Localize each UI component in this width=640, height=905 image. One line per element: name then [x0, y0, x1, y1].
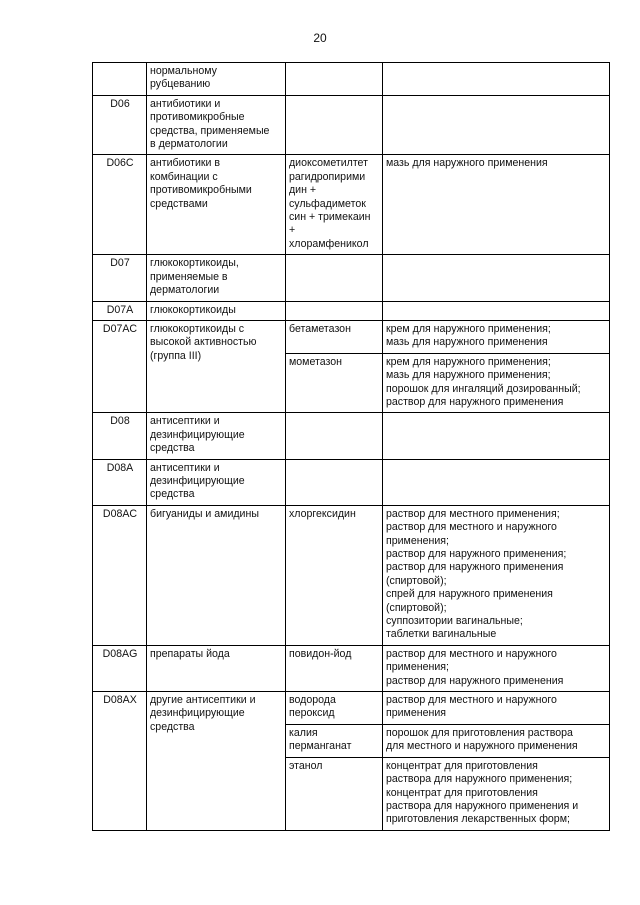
- drug-name-cell: [286, 413, 383, 459]
- dosage-form-text: крем для наружного применения; мазь для наружного применения: [386, 322, 551, 349]
- group-name-cell: [147, 459, 286, 505]
- atc-code-cell: D08A: [93, 459, 147, 505]
- drug-name-cell: [286, 63, 383, 96]
- page-number: 20: [313, 31, 327, 45]
- dosage-form-text: раствор для местного применения; раствор для местного и наружного применения; раствор для наружного применения; раствор для наружного применения (спиртовой); спрей для наружного применения (спиртовой); суппозитории вагинальные; таблетки вагинальные: [386, 507, 567, 641]
- table-row: [93, 95, 610, 155]
- group-name-text: глюкокортикоиды, применяемые в дерматологии: [150, 257, 239, 297]
- group-name-text: глюкокортикоиды: [150, 303, 236, 316]
- group-name-cell: [147, 255, 286, 301]
- dosage-form-text: раствор для местного и наружного применения; раствор для наружного применения: [386, 647, 564, 687]
- drug-name-text: мометазон: [289, 355, 342, 368]
- table-row: [93, 320, 610, 353]
- dosage-form-cell: [383, 320, 610, 353]
- drug-name-cell: [286, 505, 383, 645]
- table-row: [93, 301, 610, 320]
- group-name-text: бигуаниды и амидины: [150, 507, 259, 520]
- group-name-cell: [147, 95, 286, 155]
- drug-name-cell: [286, 301, 383, 320]
- table-row: [93, 459, 610, 505]
- dosage-form-cell: [383, 63, 610, 96]
- dosage-form-text: раствор для местного и наружного применения: [386, 694, 557, 720]
- group-name-cell: [147, 505, 286, 645]
- group-name-cell: [147, 63, 286, 96]
- atc-code-cell: D08AG: [93, 645, 147, 691]
- group-name-cell: [147, 155, 286, 255]
- group-name-cell: [147, 320, 286, 412]
- atc-code-cell: D07AC: [93, 320, 147, 412]
- atc-code-cell: [93, 63, 147, 96]
- group-name-text: антибиотики и противомикробные средства, применяемые в дерматологии: [150, 97, 270, 151]
- drug-name-text: бетаметазон: [289, 322, 351, 335]
- drug-name-cell: [286, 155, 383, 255]
- dosage-form-cell: [383, 505, 610, 645]
- drug-name-text: повидон-йод: [289, 647, 352, 660]
- table-row: [93, 692, 610, 725]
- dosage-form-text: крем для наружного применения; мазь для наружного применения; порошок для ингаляций дозированный; раствор для наружного применения: [386, 355, 581, 408]
- drug-name-cell: [286, 757, 383, 830]
- table-row: [93, 413, 610, 459]
- table-row: [93, 255, 610, 301]
- drug-name-text: калия перманганат: [289, 726, 352, 753]
- dosage-form-text: порошок для приготовления раствора для местного и наружного применения: [386, 726, 578, 753]
- drug-name-text: диоксометилтет рагидропирими дин + сульфадиметок син + тримекаин + хлорамфеникол: [289, 157, 371, 250]
- dosage-form-cell: [383, 301, 610, 320]
- dosage-form-cell: [383, 413, 610, 459]
- atc-code-cell: D08: [93, 413, 147, 459]
- group-name-text: антибиотики в комбинации с противомикробными средствами: [150, 157, 252, 210]
- group-name-text: препараты йода: [150, 647, 230, 660]
- drug-name-text: хлоргексидин: [289, 507, 356, 520]
- drug-name-cell: [286, 692, 383, 725]
- dosage-form-cell: [383, 645, 610, 691]
- table-row: [93, 63, 610, 96]
- group-name-cell: [147, 645, 286, 691]
- group-name-cell: [147, 692, 286, 831]
- drug-name-cell: [286, 459, 383, 505]
- group-name-text: антисептики и дезинфицирующие средства: [150, 461, 245, 501]
- dosage-form-cell: [383, 155, 610, 255]
- group-name-text: глюкокортикоиды с высокой активностью (группа III): [150, 322, 257, 362]
- drug-name-cell: [286, 724, 383, 757]
- atc-code-cell: D07A: [93, 301, 147, 320]
- drug-name-text: водорода пероксид: [289, 694, 336, 720]
- drug-name-cell: [286, 95, 383, 155]
- dosage-form-cell: [383, 757, 610, 830]
- group-name-text: нормальному рубцеванию: [150, 65, 217, 91]
- drug-name-cell: [286, 645, 383, 691]
- drug-name-text: этанол: [289, 759, 323, 772]
- atc-code-cell: D08AX: [93, 692, 147, 831]
- dosage-form-text: мазь для наружного применения: [386, 157, 548, 170]
- drug-name-cell: [286, 353, 383, 413]
- drug-table-body: [93, 63, 610, 831]
- dosage-form-cell: [383, 255, 610, 301]
- table-row: [93, 645, 610, 691]
- atc-code-cell: D08AC: [93, 505, 147, 645]
- group-name-text: антисептики и дезинфицирующие средства: [150, 415, 245, 455]
- table-row: [93, 155, 610, 255]
- dosage-form-cell: [383, 724, 610, 757]
- group-name-text: другие антисептики и дезинфицирующие средства: [150, 694, 256, 733]
- dosage-form-cell: [383, 459, 610, 505]
- group-name-cell: [147, 301, 286, 320]
- atc-code-cell: D07: [93, 255, 147, 301]
- drug-name-cell: [286, 255, 383, 301]
- dosage-form-cell: [383, 692, 610, 725]
- drug-table: [92, 62, 610, 831]
- dosage-form-cell: [383, 95, 610, 155]
- group-name-cell: [147, 413, 286, 459]
- drug-name-cell: [286, 320, 383, 353]
- atc-code-cell: D06C: [93, 155, 147, 255]
- atc-code-cell: D06: [93, 95, 147, 155]
- dosage-form-text: концентрат для приготовления раствора для наружного применения; концентрат для приготовления раствора для наружного применения и приготовления лекарственных форм;: [386, 759, 579, 826]
- dosage-form-cell: [383, 353, 610, 413]
- table-row: [93, 505, 610, 645]
